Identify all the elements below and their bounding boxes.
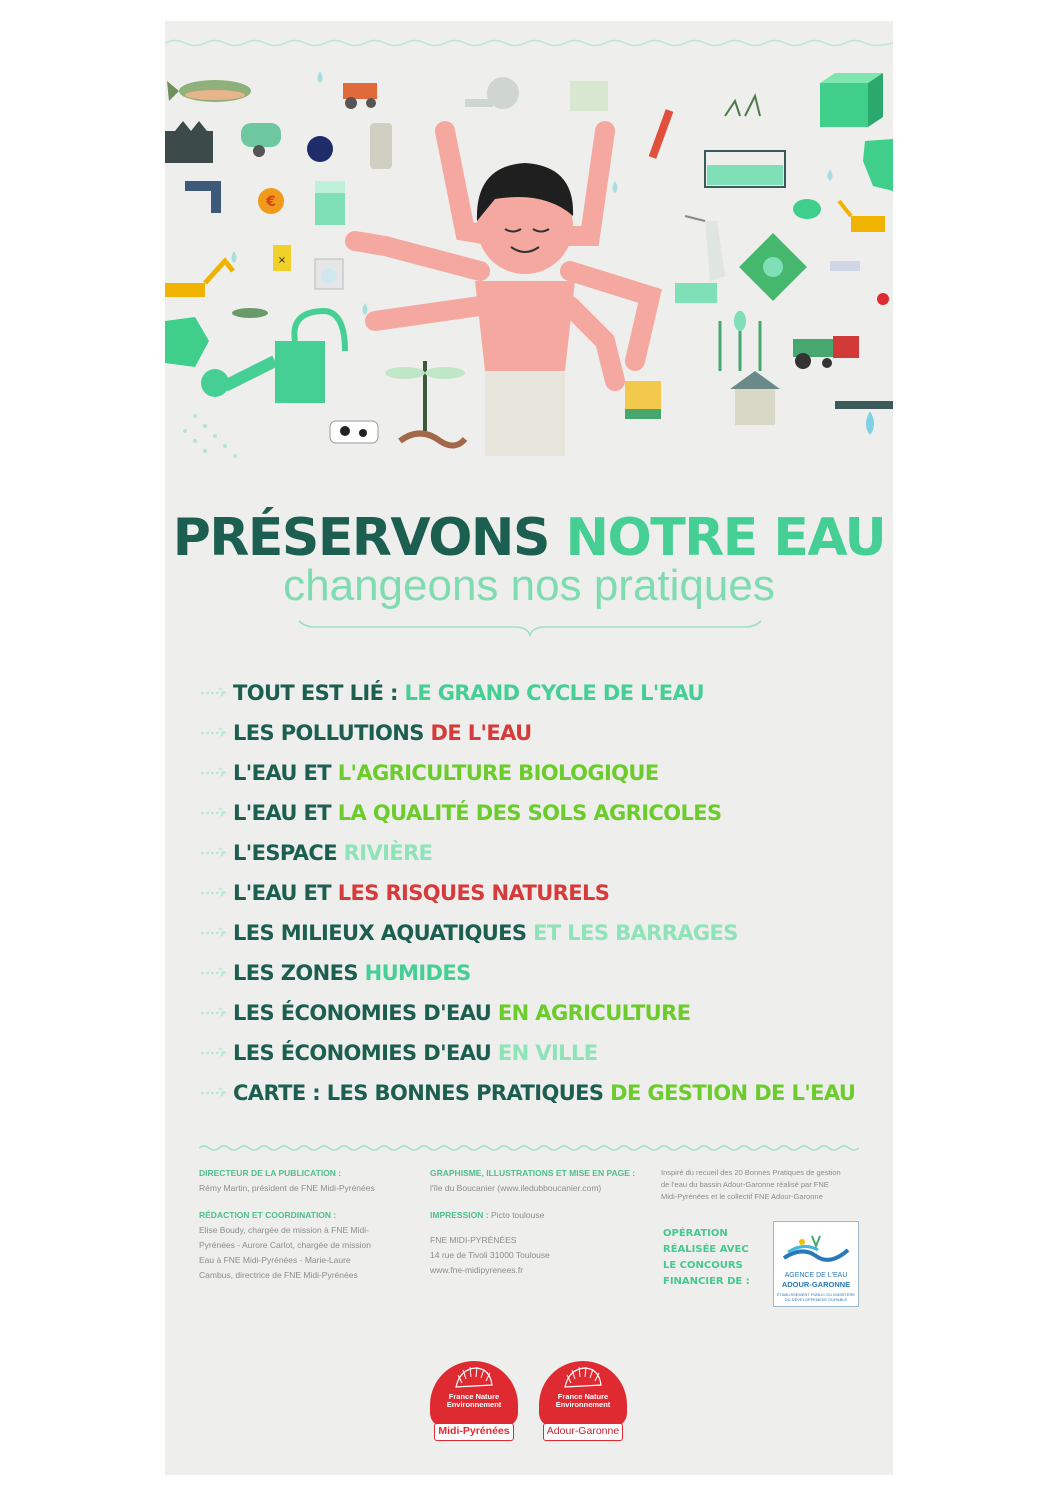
swimming-pool-icon <box>705 151 785 187</box>
hedgehog-icon <box>563 1365 603 1389</box>
credits-column-2 <box>430 1166 650 1278</box>
poster <box>165 21 893 1475</box>
topic-item <box>199 873 879 913</box>
heron-icon <box>685 216 725 281</box>
editing-line: Elise Boudy, chargée de mission à FNE Midi- <box>199 1225 369 1235</box>
person-figure <box>355 131 650 456</box>
watering-can-icon <box>201 311 345 403</box>
topic-main: L'EAU ET <box>233 801 338 825</box>
credits-column-1 <box>199 1166 399 1283</box>
water-uses-illustration <box>165 21 893 471</box>
france-map-left-icon <box>165 317 209 367</box>
sink-tap-icon <box>830 261 860 271</box>
plants-icon <box>725 96 760 116</box>
trailer-icon <box>241 123 281 157</box>
shower-icon <box>465 77 519 109</box>
svg-text:×: × <box>277 255 287 266</box>
org-website-link[interactable]: www.fne-midipyrenees.fr <box>430 1265 524 1275</box>
editing-label: RÉDACTION ET COORDINATION : <box>199 1210 337 1220</box>
print-text: Picto toulouse <box>490 1210 545 1220</box>
subtitle: changeons nos pratiques <box>283 561 775 610</box>
pipe-icon <box>835 401 893 435</box>
fne-adour-garonne-logo <box>539 1361 627 1445</box>
dragonfly-icon <box>385 361 465 431</box>
arrow-icon <box>199 886 233 900</box>
topic-main: CARTE : LES BONNES PRATIQUES <box>233 1081 611 1105</box>
operation-line: LE CONCOURS <box>663 1260 743 1271</box>
tractor-green-icon <box>793 336 859 369</box>
topic-item <box>199 953 879 993</box>
water-tower-icon <box>570 81 608 111</box>
frog-icon <box>793 199 821 219</box>
graphics-text: l'île du Boucanier (www.iledubboucanier.com) <box>430 1183 602 1193</box>
toothbrush-icon <box>649 109 674 159</box>
arrow-icon <box>199 726 233 740</box>
house-icon <box>730 371 780 425</box>
france-map-icon <box>863 139 893 191</box>
can-icon <box>370 123 392 169</box>
title-part-2: NOTRE EAU <box>565 508 886 568</box>
title-part-1: PRÉSERVONS <box>172 508 549 568</box>
topic-item <box>199 713 879 753</box>
waves-icon <box>675 283 717 303</box>
print-label: IMPRESSION : <box>430 1210 489 1220</box>
agency-wave-icon <box>782 1228 850 1268</box>
fne-region: Midi-Pyrénées <box>434 1423 514 1441</box>
director-text: Rémy Martin, président de FNE Midi-Pyrénées <box>199 1183 375 1193</box>
org-line: FNE MIDI-PYRÉNÉES <box>430 1235 517 1245</box>
topic-accent: LES RISQUES NATURELS <box>337 881 610 905</box>
topic-main: LES MILIEUX AQUATIQUES <box>233 921 534 945</box>
inspired-line: de l'eau du bassin Adour-Garonne réalisé par FNE <box>661 1180 829 1189</box>
operation-line: FINANCIER DE : <box>663 1276 750 1287</box>
excavator-icon <box>165 261 233 297</box>
topic-accent: EN VILLE <box>497 1041 598 1065</box>
topic-item <box>199 753 879 793</box>
blueberry-icon <box>307 136 333 162</box>
topic-item <box>199 833 879 873</box>
topic-item <box>199 1033 879 1073</box>
topic-main: LES ÉCONOMIES D'EAU <box>233 1001 498 1025</box>
agency-logo <box>773 1221 859 1307</box>
director-label: DIRECTEUR DE LA PUBLICATION : <box>199 1168 342 1178</box>
topic-accent: L'AGRICULTURE BIOLOGIQUE <box>337 761 659 785</box>
svg-text:€: € <box>266 194 276 210</box>
fne-midi-pyrenees-logo <box>430 1361 518 1445</box>
arrow-icon <box>199 1086 233 1100</box>
topic-accent: LE GRAND CYCLE DE L'EAU <box>404 681 704 705</box>
agency-line-2: ADOUR-GARONNE <box>781 1280 851 1289</box>
agency-line-3: ÉTABLISSEMENT PUBLIC DU MINISTÈRE DU DÉVELOPPEMENT DURABLE <box>776 1292 856 1302</box>
washing-machine-icon <box>315 259 343 289</box>
topic-main: L'EAU ET <box>233 761 338 785</box>
topic-main: L'ESPACE <box>233 841 344 865</box>
cow-icon <box>330 421 378 443</box>
org-line: 14 rue de Tivoli 31000 Toulouse <box>430 1250 550 1260</box>
hedgehog-icon <box>454 1365 494 1389</box>
rain-dots-icon <box>183 414 237 458</box>
topic-accent: LA QUALITÉ DES SOLS AGRICOLES <box>337 801 722 825</box>
first-aid-icon <box>877 293 889 305</box>
arrow-icon <box>199 1006 233 1020</box>
topic-accent: DE GESTION DE L'EAU <box>610 1081 856 1105</box>
operation-text <box>663 1226 773 1290</box>
arrow-icon <box>199 766 233 780</box>
arrow-icon <box>199 926 233 940</box>
euro-coin-icon <box>258 188 284 214</box>
topic-main: TOUT EST LIÉ : <box>233 681 405 705</box>
topic-main: LES POLLUTIONS <box>233 721 431 745</box>
topic-item <box>199 913 879 953</box>
fish-icon <box>167 80 251 102</box>
editing-line: Eau à FNE Midi-Pyrénées - Marie-Laure <box>199 1255 351 1265</box>
arrow-icon <box>199 1046 233 1060</box>
operation-line: RÉALISÉE AVEC <box>663 1244 749 1255</box>
editing-line: Pyrénées - Aurore Carlot, chargée de mission <box>199 1240 371 1250</box>
editing-line: Cambus, directrice de FNE Midi-Pyrénées <box>199 1270 358 1280</box>
topic-main: LES ZONES <box>233 961 365 985</box>
ice-cube-icon <box>820 73 883 127</box>
topic-item <box>199 993 879 1033</box>
glass-icon <box>315 181 345 225</box>
agency-line-1: AGENCE DE L'EAU <box>784 1272 848 1279</box>
fne-name: France Nature Environnement <box>555 1392 611 1409</box>
topic-item <box>199 793 879 833</box>
arrow-icon <box>199 686 233 700</box>
river-fish-icon <box>232 308 268 318</box>
topic-accent: DE L'EAU <box>430 721 532 745</box>
bulldozer-icon <box>839 201 885 232</box>
wavy-divider <box>199 1143 859 1153</box>
fne-name: France Nature Environnement <box>446 1392 502 1409</box>
arrow-icon <box>199 966 233 980</box>
topic-item <box>199 673 879 713</box>
topics-list <box>199 673 879 1113</box>
crop-plants-icon <box>720 311 760 371</box>
arrow-icon <box>199 806 233 820</box>
topic-accent: EN AGRICULTURE <box>497 1001 691 1025</box>
topic-accent: HUMIDES <box>364 961 471 985</box>
toxic-barrel-icon <box>273 245 291 271</box>
topic-accent: RIVIÈRE <box>343 841 433 865</box>
graphics-label: GRAPHISME, ILLUSTRATIONS ET MISE EN PAGE : <box>430 1168 636 1178</box>
operation-line: OPÉRATION <box>663 1228 728 1239</box>
faucet-icon <box>185 181 221 213</box>
arrow-icon <box>199 846 233 860</box>
fne-region: Adour-Garonne <box>543 1423 623 1441</box>
main-title <box>165 508 893 568</box>
inspired-line: Inspiré du recueil des 20 Bonnes Pratiques de gestion <box>661 1168 841 1177</box>
topic-main: L'EAU ET <box>233 881 338 905</box>
sponge-icon <box>625 381 661 419</box>
worm-icon <box>400 434 465 446</box>
topic-item <box>199 1073 879 1113</box>
tractor-icon <box>343 83 377 109</box>
topic-main: LES ÉCONOMIES D'EAU <box>233 1041 498 1065</box>
forest-icon <box>739 233 807 301</box>
factory-icon <box>165 121 213 163</box>
title-ornament-divider <box>295 617 765 639</box>
topic-accent: ET LES BARRAGES <box>533 921 738 945</box>
credits-column-3 <box>661 1167 861 1203</box>
inspired-line: Midi-Pyrénées et le collectif FNE Adour-Garonne <box>661 1192 823 1201</box>
